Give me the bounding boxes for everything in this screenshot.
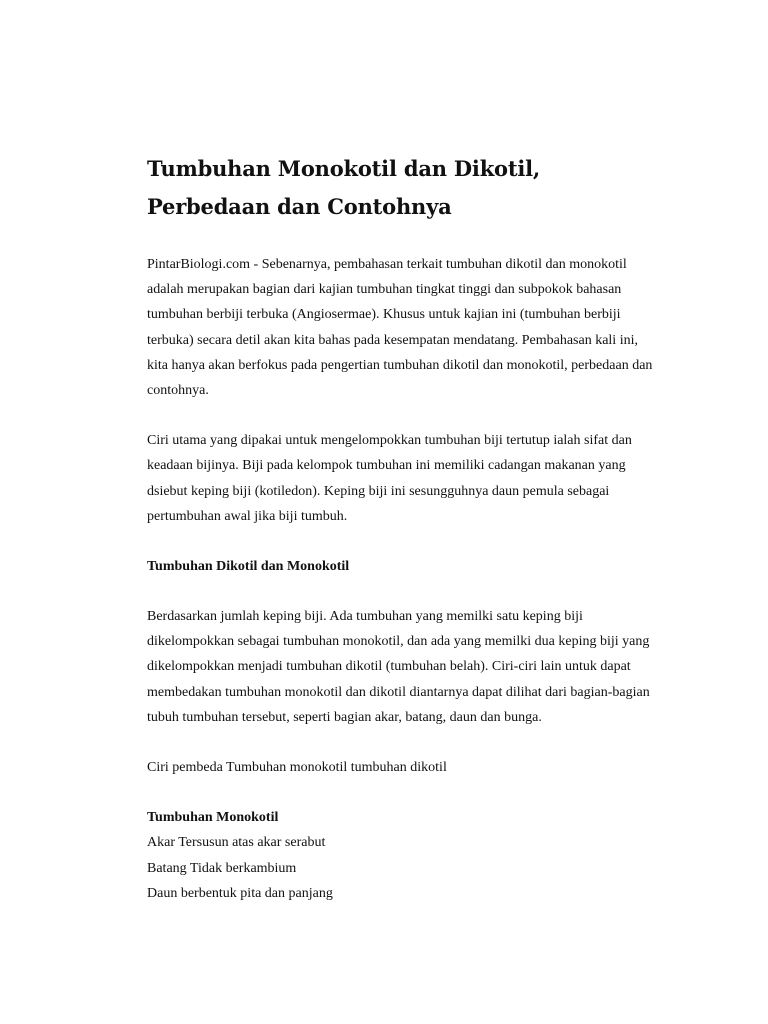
monokotil-list [147, 805, 662, 906]
document-page [147, 150, 662, 906]
comparison-caption: Ciri pembeda Tumbuhan monokotil tumbuhan dikotil [147, 760, 447, 776]
article-title: Tumbuhan Monokotil dan Dikotil, Perbedaan dan Contohnya [147, 156, 541, 219]
list-item: Akar Tersusun atas akar serabut [147, 835, 326, 851]
list-item: Daun berbentuk pita dan panjang [147, 885, 333, 901]
list-item: Batang Tidak berkambium [147, 860, 297, 876]
intro-paragraph: PintarBiologi.com - Sebenarnya, pembahasan terkait tumbuhan dikotil dan monokotil adalah merupakan bagian dari kajian tumbuhan tingkat tinggi dan subpokok bahasan tumbuhan berbiji terbuka (Angiosermae). Khusus untuk kajian ini (tumbuhan berbiji terbuka) secara detil akan kita bahas pada kesempatan mendatang. Pembahasan kali ini, kita hanya akan berfokus pada pengertian tumbuhan dikotil dan monokotil, perbedaan dan contohnya. [147, 257, 653, 399]
section-heading: Tumbuhan Dikotil dan Monokotil [147, 559, 350, 575]
section-paragraph: Berdasarkan jumlah keping biji. Ada tumbuhan yang memilki satu keping biji dikelompokkan sebagai tumbuhan monokotil, dan ada yang memilki dua keping biji yang dikelompokkan menjadi tumbuhan dikotil (tumbuhan belah). Ciri-ciri lain untuk dapat membedakan tumbuhan monokotil dan dikotil diantarnya dapat dilihat dari bagian-bagian tubuh tumbuhan tersebut, seperti bagian akar, batang, daun dan bunga. [147, 609, 650, 725]
seed-paragraph: Ciri utama yang dipakai untuk mengelompokkan tumbuhan biji tertutup ialah sifat dan keadaan bijinya. Biji pada kelompok tumbuhan ini memiliki cadangan makanan yang dsiebut keping biji (kotiledon). Keping biji ini sesungguhnya daun pemula sebagai pertumbuhan awal jika biji tumbuh. [147, 433, 632, 524]
monokotil-title: Tumbuhan Monokotil [147, 810, 279, 826]
